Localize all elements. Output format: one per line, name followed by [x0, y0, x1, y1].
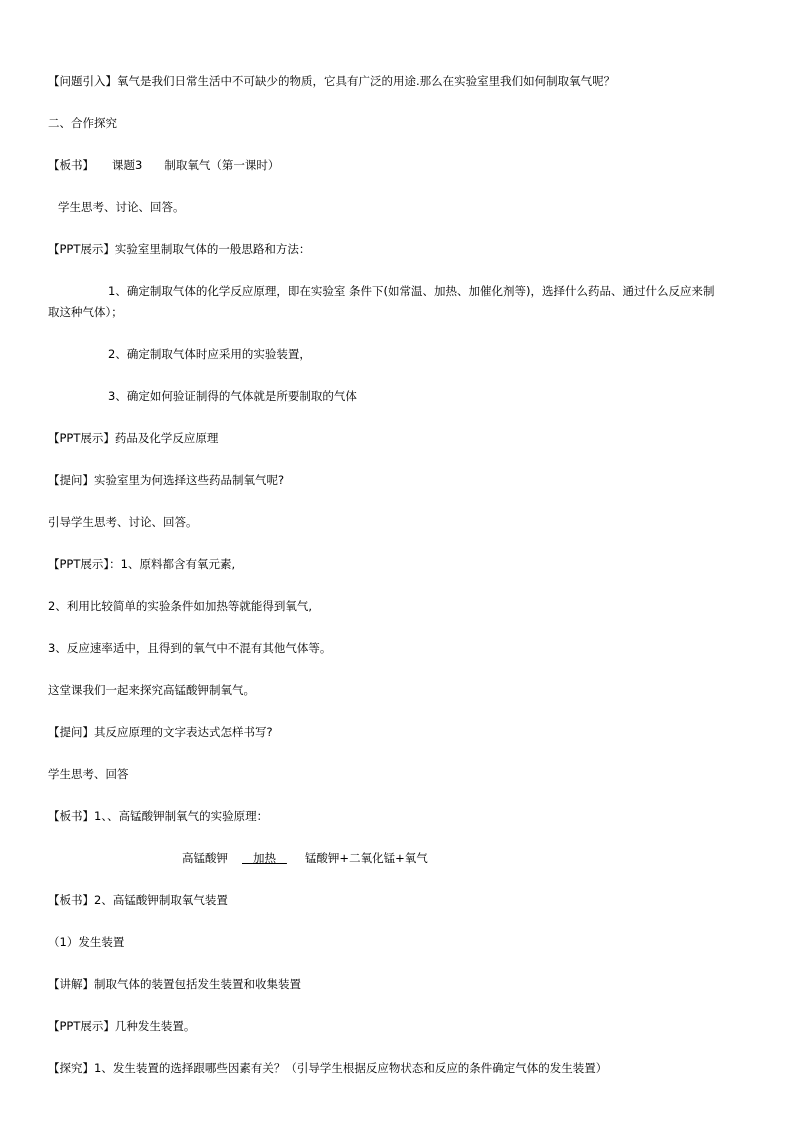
- word-equation: [182, 850, 428, 866]
- problem-intro-line: 【问题引入】氧气是我们日常生活中不可缺少的物质，它具有广泛的用途.那么在实验室里我们如何制取氧气呢？: [48, 74, 616, 88]
- equation-reactant: 高锰酸钾: [182, 851, 228, 865]
- ppt-general-approach-line: 【PPT展示】实验室里制取气体的一般思路和方法：: [48, 242, 311, 256]
- explanation-line: 【讲解】制取气体的装置包括发生装置和收集装置: [48, 977, 301, 991]
- inquiry-line: 【探究】1、发生装置的选择跟哪些因素有关？（引导学生根据反应物状态和反应的条件确定气体的发生装置）: [48, 1061, 608, 1075]
- step-3-line: 3、确定如何验证制得的气体就是所要制取的气体: [108, 389, 357, 403]
- lesson-title: 制取氧气（第一课时）: [164, 158, 280, 172]
- equation-products: 锰酸钾+二氧化锰+氧气: [304, 851, 428, 865]
- reason-3-line: 3、反应速率适中，且得到的氧气中不混有其他气体等。: [48, 641, 332, 655]
- step-2-line: 2、确定制取气体时应采用的实验装置，: [108, 347, 311, 361]
- ppt-reason-1-line: 【PPT展示】：1、原料都含有氧元素,: [48, 557, 236, 571]
- board-title-line: [48, 157, 279, 173]
- equation-condition: 加热: [252, 851, 276, 865]
- guide-discussion-line: 引导学生思考、讨论、回答。: [48, 515, 198, 529]
- board-apparatus-line: 【板书】2、高锰酸钾制取氧气装置: [48, 893, 228, 907]
- ppt-reagents-line: 【PPT展示】药品及化学反应原理: [48, 431, 219, 445]
- student-answer-line: 学生思考、回答: [48, 767, 129, 781]
- ppt-generator-line: 【PPT展示】几种发生装置。: [48, 1019, 196, 1033]
- board-principle-line: 【板书】1、、高锰酸钾制氧气的实验原理：: [48, 809, 269, 823]
- step-1-line: 1、确定制取气体的化学反应原理，即在实验室 条件下(如常温、加热、加催化剂等)，选择什么药品、通过什么反应来制: [108, 284, 715, 298]
- student-activity-line: 学生思考、讨论、回答。: [58, 200, 185, 214]
- question-reagents-line: 【提问】实验室里为何选择这些药品制氧气呢?: [48, 473, 285, 487]
- question-equation-line: 【提问】其反应原理的文字表达式怎样书写?: [48, 725, 273, 739]
- board-tag: 【板书】: [48, 158, 94, 172]
- section-heading-cooperative-inquiry: 二、合作探究: [48, 116, 117, 130]
- reason-2-line: 2、利用比较简单的实验条件如加热等就能得到氧气,: [48, 599, 312, 613]
- lesson-number: 课题3: [112, 158, 143, 172]
- step-1-continuation: 取这种气体）；: [48, 305, 123, 319]
- generator-apparatus-heading: （1）发生装置: [48, 935, 125, 949]
- lesson-focus-line: 这堂课我们一起来探究高锰酸钾制氧气。: [48, 683, 255, 697]
